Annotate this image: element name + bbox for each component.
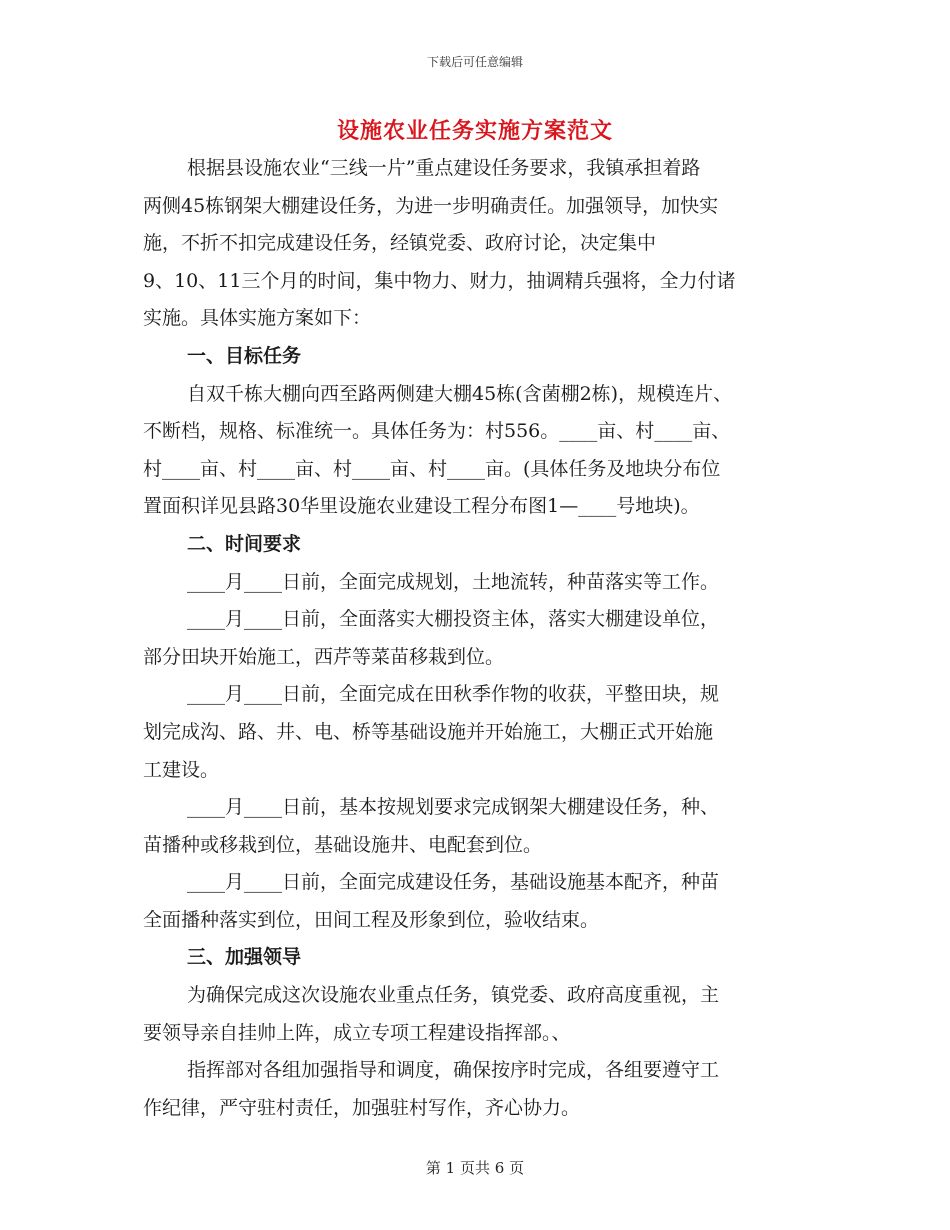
paragraph xyxy=(143,150,813,338)
paragraph xyxy=(143,601,813,676)
text-line: 苗播种或移栽到位，基础设施井、电配套到位。 xyxy=(143,833,543,856)
paragraph xyxy=(143,977,813,1052)
text-line: 工建设。 xyxy=(143,758,220,781)
text-line: 施，不折不扣完成建设任务，经镇党委、政府讨论，决定集中 xyxy=(143,232,657,255)
text-line: 为确保完成这次设施农业重点任务，镇党委、政府高度重视，主 xyxy=(187,984,720,1007)
text-line: 全面播种落实到位，田间工程及形象到位，验收结束。 xyxy=(143,908,600,931)
paragraph xyxy=(143,676,813,789)
paragraph xyxy=(143,789,813,864)
page-footer: 第 1 页共 6 页 xyxy=(425,1159,525,1177)
text-line: ____月____日前，全面完成建设任务，基础设施基本配齐，种苗 xyxy=(187,871,720,894)
text-line: ____月____日前，基本按规划要求完成钢架大棚建设任务，种、 xyxy=(187,796,720,819)
section-heading xyxy=(143,338,813,376)
text-line: 村____亩、村____亩、村____亩、村____亩。(具体任务及地块分布位 xyxy=(143,457,721,480)
text-line: 三、加强领导 xyxy=(187,946,302,969)
header-note: 下载后可任意编辑 xyxy=(426,55,523,69)
text-line: 要领导亲自挂帅上阵，成立专项工程建设指挥部。、 xyxy=(143,1021,571,1044)
text-line: 二、时间要求 xyxy=(187,532,302,555)
paragraph xyxy=(143,564,813,602)
text-line: 根据县设施农业“三线一片”重点建设任务要求，我镇承担着路 xyxy=(187,157,701,179)
paragraph xyxy=(143,864,813,939)
text-line: 实施。具体实施方案如下： xyxy=(143,307,372,330)
text-line: 置面积详见县路30华里设施农业建设工程分布图1—____号地块)。 xyxy=(143,495,700,518)
section-heading xyxy=(143,526,813,564)
text-line: 不断档，规格、标准统一。具体任务为：村556。____亩、村____亩、 xyxy=(143,420,731,443)
text-line: ____月____日前，全面落实大棚投资主体，落实大棚建设单位， xyxy=(187,608,720,631)
paragraph xyxy=(143,1052,813,1127)
text-line: ____月____日前，全面完成在田秋季作物的收获，平整田块，规 xyxy=(187,683,720,706)
paragraph xyxy=(143,376,813,526)
document-body xyxy=(143,150,813,1127)
text-line: 自双千栋大棚向西至路两侧建大棚45栋(含菌棚2栋)，规模连片、 xyxy=(187,382,733,405)
text-line: 部分田块开始施工，西芹等菜苗移栽到位。 xyxy=(143,645,505,668)
text-line: ____月____日前，全面完成规划，土地流转，种苗落实等工作。 xyxy=(187,570,720,593)
document-title: 设施农业任务实施方案范文 xyxy=(336,118,613,144)
section-heading xyxy=(143,939,813,977)
text-line: 9、10、11三个月的时间，集中物力、财力，抽调精兵强将，全力付诸 xyxy=(143,269,736,292)
text-line: 一、目标任务 xyxy=(187,344,302,367)
text-line: 两侧45栋钢架大棚建设任务，为进一步明确责任。加强领导，加快实 xyxy=(143,194,719,217)
text-line: 指挥部对各组加强指导和调度，确保按序时完成，各组要遵守工 xyxy=(187,1059,720,1082)
text-line: 划完成沟、路、井、电、桥等基础设施并开始施工，大棚正式开始施 xyxy=(143,720,714,743)
text-line: 作纪律，严守驻村责任，加强驻村写作，齐心协力。 xyxy=(143,1096,581,1119)
